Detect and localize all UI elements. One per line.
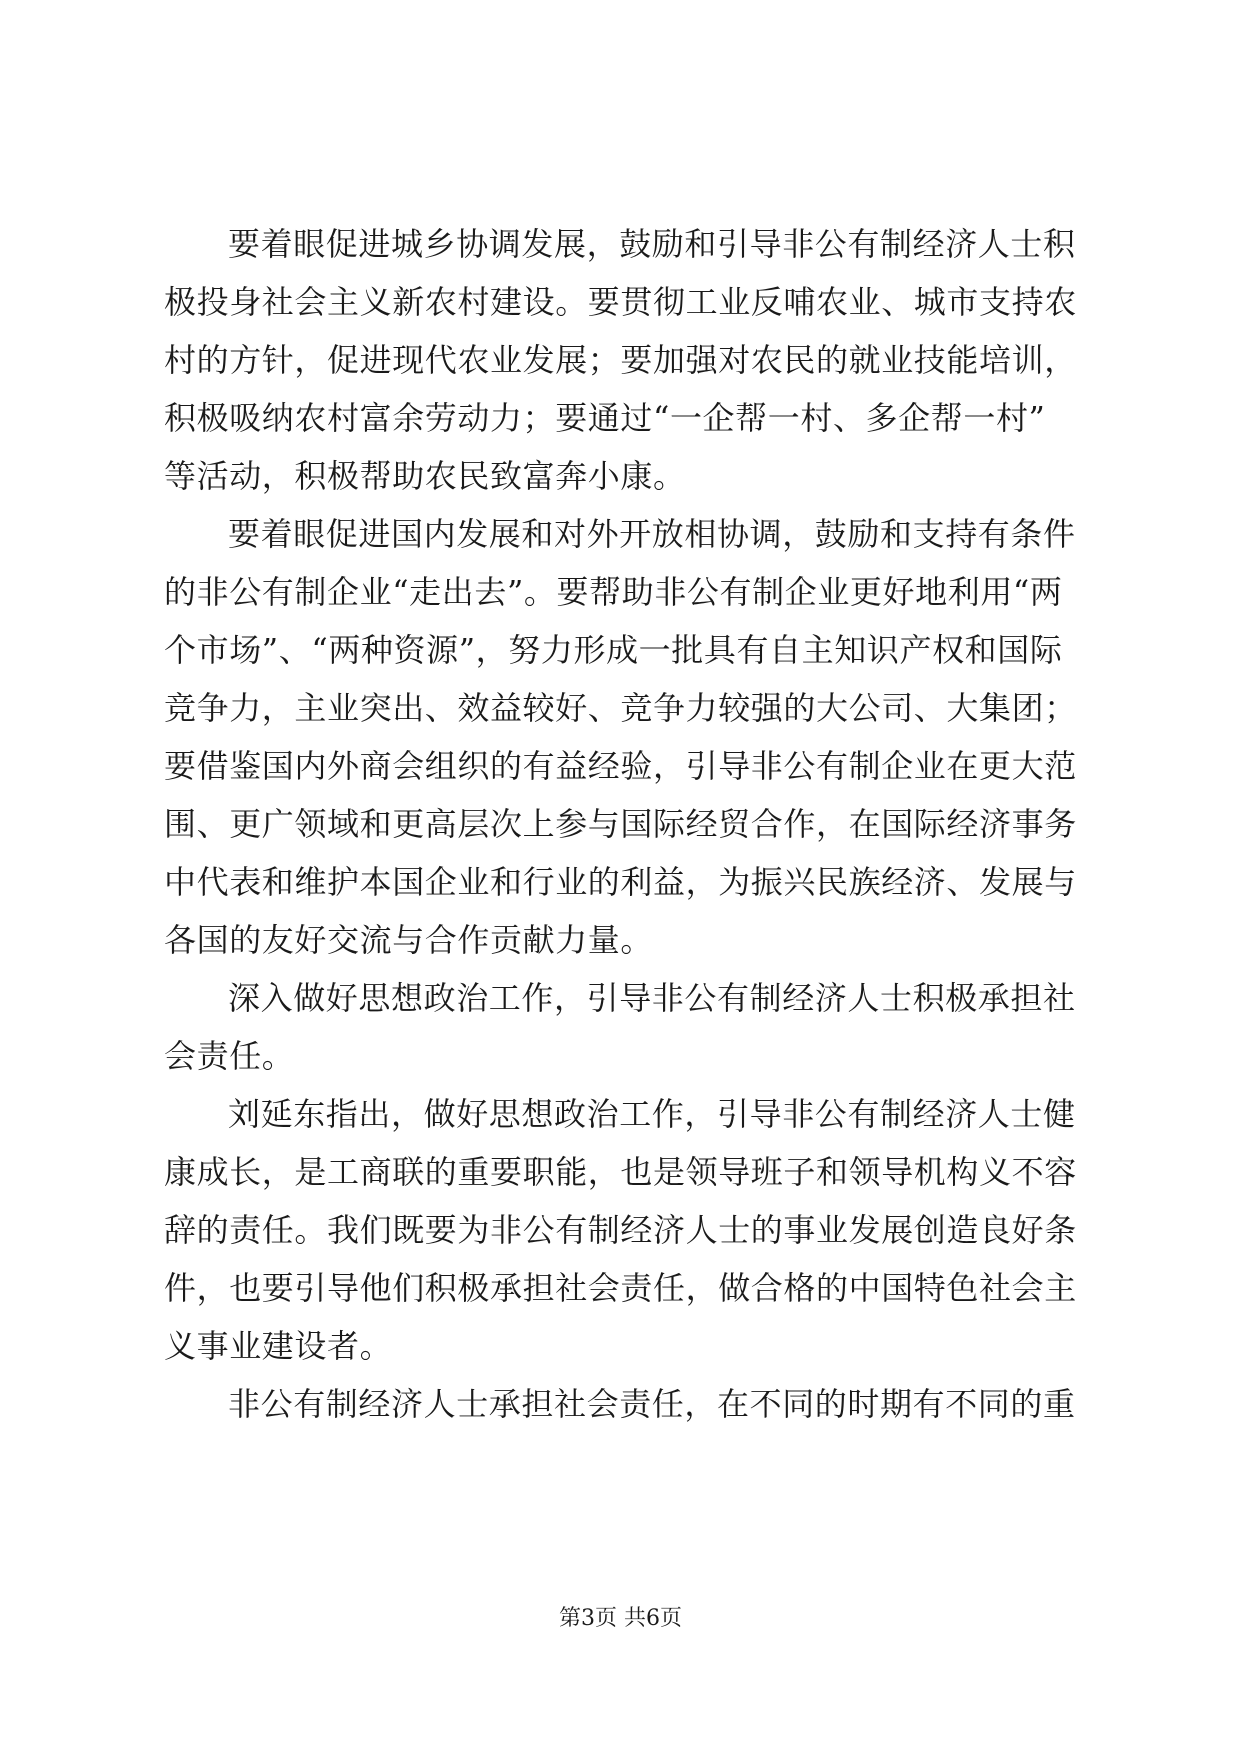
- paragraph-4-line-1: 刘延东指出，做好思想政治工作，引导非公有制经济人士健: [228, 1095, 1076, 1133]
- paragraph-1-line-5: 等活动，积极帮助农民致富奔小康。: [164, 457, 686, 495]
- paragraph-3-line-2: 会责任。: [164, 1037, 295, 1075]
- paragraph-1-line-3: 村的方针，促进现代农业发展；要加强对农民的就业技能培训，: [164, 341, 1077, 379]
- paragraph-4-line-5: 义事业建设者。: [164, 1327, 393, 1365]
- paragraph-2-line-6: 围、更广领域和更高层次上参与国际经贸合作，在国际经济事务: [164, 805, 1077, 843]
- paragraph-2-line-1: 要着眼促进国内发展和对外开放相协调，鼓励和支持有条件: [228, 515, 1076, 553]
- paragraph-1-line-1: 要着眼促进城乡协调发展，鼓励和引导非公有制经济人士积: [228, 225, 1076, 263]
- paragraph-2-line-5: 要借鉴国内外商会组织的有益经验，引导非公有制企业在更大范: [164, 747, 1077, 785]
- paragraph-4-line-4: 件，也要引导他们积极承担社会责任，做合格的中国特色社会主: [164, 1269, 1077, 1307]
- paragraph-2-line-4: 竞争力，主业突出、效益较好、竞争力较强的大公司、大集团；: [164, 689, 1077, 727]
- paragraph-2-line-8: 各国的友好交流与合作贡献力量。: [164, 921, 654, 959]
- page-number-footer: 第3页 共6页: [559, 1606, 682, 1631]
- paragraph-1-line-2: 极投身社会主义新农村建设。要贯彻工业反哺农业、城市支持农: [164, 283, 1077, 321]
- paragraph-4-line-3: 辞的责任。我们既要为非公有制经济人士的事业发展创造良好条: [164, 1211, 1077, 1249]
- paragraph-2-line-2: 的非公有制企业“走出去”。要帮助非公有制企业更好地利用“两: [164, 573, 1063, 611]
- paragraph-4-line-2: 康成长，是工商联的重要职能，也是领导班子和领导机构义不容: [164, 1153, 1077, 1191]
- paragraph-1-line-4: 积极吸纳农村富余劳动力；要通过“一企帮一村、多企帮一村”: [164, 399, 1046, 437]
- paragraph-2-line-3: 个市场”、“两种资源”，努力形成一批具有自主知识产权和国际: [164, 631, 1063, 669]
- paragraph-2-line-7: 中代表和维护本国企业和行业的利益，为振兴民族经济、发展与: [164, 863, 1077, 901]
- paragraph-5-line-1: 非公有制经济人士承担社会责任，在不同的时期有不同的重: [228, 1385, 1076, 1423]
- paragraph-3-line-1: 深入做好思想政治工作，引导非公有制经济人士积极承担社: [228, 979, 1076, 1017]
